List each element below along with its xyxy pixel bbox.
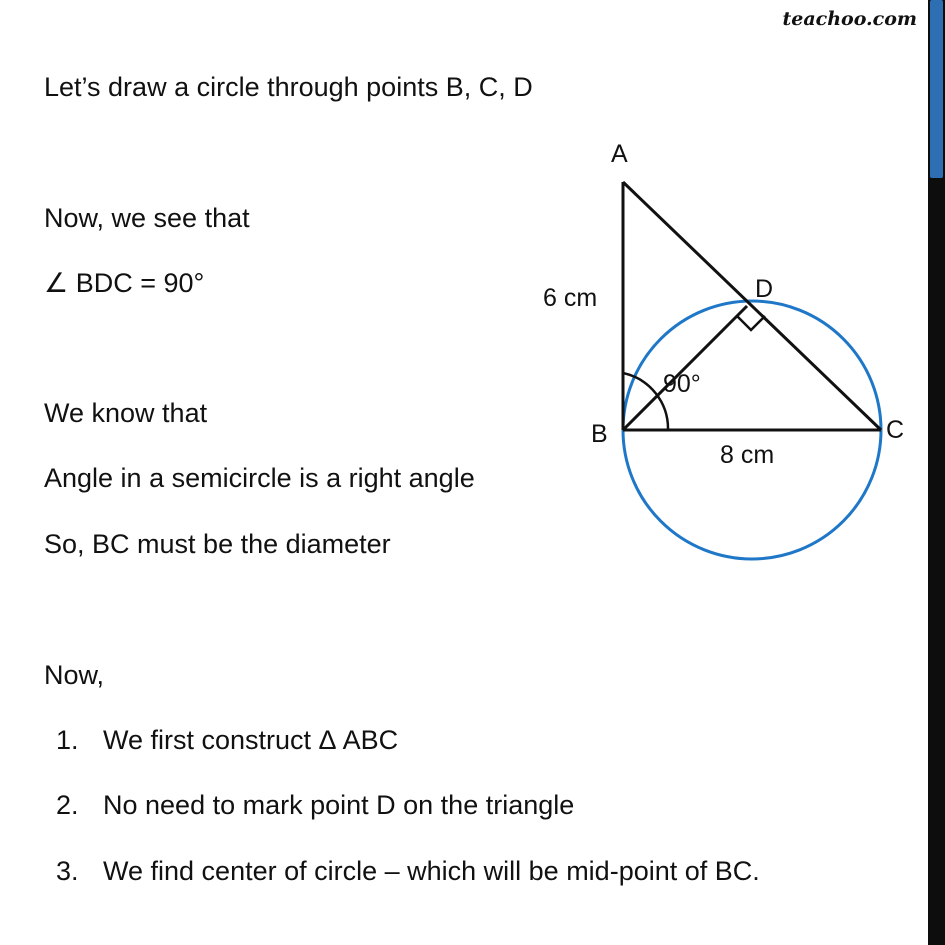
text-diameter: So, BC must be the diameter [44,529,391,559]
step-text: We first construct Δ ABC [103,725,399,755]
right-angle-mark-d [737,316,765,330]
text-now-see: Now, we see that [44,203,250,233]
teachoo-logo: teachoo.com [782,8,917,30]
label-a: A [611,140,628,168]
step-number: 1. [56,725,79,755]
text-angle-bdc: ∠ BDC = 90° [44,268,205,298]
label-angle-90: 90° [663,370,701,398]
step-number: 3. [56,856,79,886]
segment-bd [623,306,747,430]
text-now: Now, [44,660,105,690]
step-number: 2. [56,790,79,820]
label-b: B [591,420,608,448]
step-text: No need to mark point D on the triangle [103,790,575,820]
label-bc-length: 8 cm [720,441,775,469]
text-semicircle-rule: Angle in a semicircle is a right angle [44,463,475,493]
text-we-know: We know that [44,398,208,428]
text-intro: Let’s draw a circle through points B, C, D [44,72,533,102]
label-d: D [755,275,774,303]
label-ab-length: 6 cm [543,284,598,312]
label-c: C [886,416,905,444]
step-text: We find center of circle – which will be mid-point of BC. [103,856,760,886]
